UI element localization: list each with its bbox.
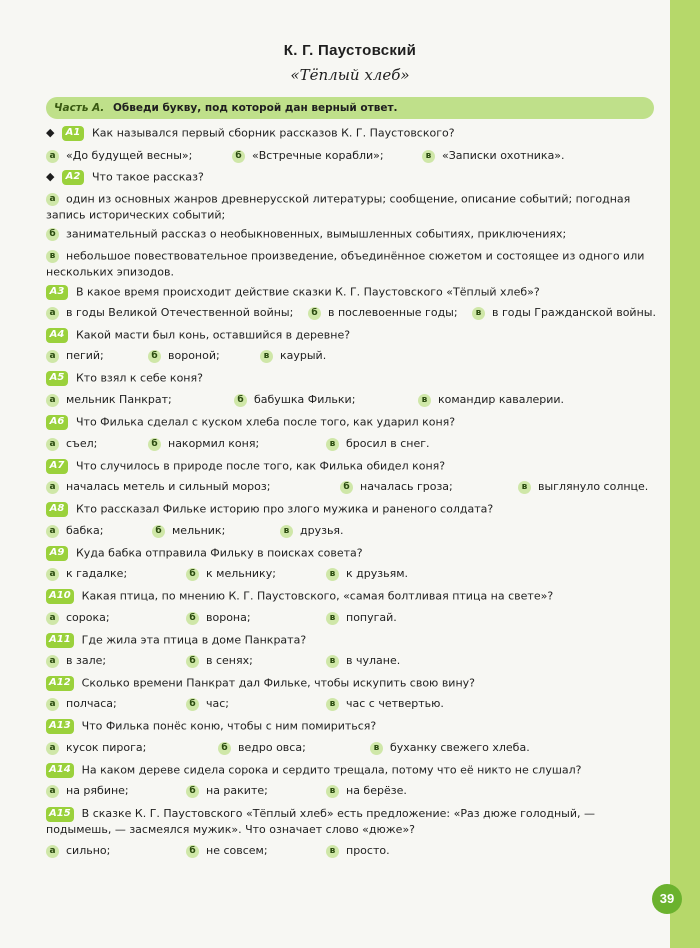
question-a3 [46, 285, 662, 300]
question-label: А8 [46, 502, 68, 517]
answer-option[interactable]: б в послевоенные годы; [308, 306, 458, 320]
answer-option[interactable]: в буханку свежего хлеба. [370, 741, 530, 755]
answer-option[interactable]: в просто. [326, 844, 390, 858]
question-a10 [46, 589, 662, 604]
answer-option[interactable]: а началась метель и сильный мороз; [46, 480, 270, 494]
answer-option[interactable]: в на берёзе. [326, 784, 407, 798]
question-text: Что случилось в природе после того, как Филька обидел коня? [76, 459, 446, 473]
question-label: А6 [46, 415, 68, 430]
answer-option[interactable]: б накормил коня; [148, 437, 259, 451]
question-label: А7 [46, 459, 68, 474]
author-title: К. Г. Паустовский [283, 42, 417, 59]
question-label: А3 [46, 285, 68, 300]
answer-option[interactable]: б «Встречные корабли»; [232, 149, 384, 163]
question-a5 [46, 371, 662, 386]
instruction-part: Часть А. [54, 102, 105, 114]
answer-option[interactable]: а полчаса; [46, 697, 117, 711]
question-a13 [46, 719, 662, 734]
answer-option[interactable]: а «До будущей весны»; [46, 149, 192, 163]
page-number: 39 [652, 884, 682, 914]
answer-option[interactable]: в в годы Гражданской войны. [472, 306, 656, 320]
answer-option[interactable]: б занимательный рассказ о необыкновенных, вымышленных событиях, приключениях; [46, 226, 658, 242]
answer-option[interactable]: б в сенях; [186, 654, 253, 668]
question-label: А9 [46, 546, 68, 561]
answer-option[interactable]: а сорока; [46, 611, 110, 625]
question-label: А2 [62, 170, 84, 185]
answer-option[interactable]: в попугай. [326, 611, 397, 625]
question-a11 [46, 633, 662, 648]
question-a4 [46, 328, 662, 343]
answer-option[interactable]: в друзья. [280, 524, 344, 538]
answer-option[interactable]: а сильно; [46, 844, 110, 858]
answer-option[interactable]: б час; [186, 697, 229, 711]
answer-option[interactable]: в небольшое повествовательное произведение, объединённое сюжетом и состоящее из одного или нескольких эпизодов. [46, 249, 645, 278]
question-label: А12 [46, 676, 74, 691]
work-title: «Тёплый хлеб» [290, 66, 410, 84]
question-text: Что такое рассказ? [92, 170, 204, 184]
question-a6 [46, 415, 662, 430]
answer-option[interactable]: б не совсем; [186, 844, 268, 858]
answer-option[interactable]: а мельник Панкрат; [46, 393, 172, 407]
question-text: Что Филька сделал с куском хлеба после того, как ударил коня? [76, 415, 456, 429]
question-text: Как назывался первый сборник рассказов К. Г. Паустовского? [92, 126, 455, 140]
question-text: На каком дереве сидела сорока и сердито трещала, потому что её никто не слушал? [81, 763, 582, 777]
question-a12 [46, 676, 662, 691]
answer-option[interactable]: в бросил в снег. [326, 437, 429, 451]
question-a1 [46, 126, 662, 141]
question-text: Кто рассказал Фильке историю про злого мужика и раненого солдата? [76, 502, 494, 516]
answer-option[interactable]: в в чулане. [326, 654, 400, 668]
answer-option[interactable]: б ведро овса; [218, 741, 306, 755]
question-text: Какой масти был конь, оставшийся в деревне? [76, 328, 351, 342]
answer-option[interactable]: а в зале; [46, 654, 106, 668]
question-text: Что Филька понёс коню, чтобы с ним помириться? [81, 719, 377, 733]
question-a9 [46, 546, 662, 561]
answer-option[interactable]: в час с четвертью. [326, 697, 444, 711]
answer-option[interactable]: б вороной; [148, 349, 220, 363]
answer-option[interactable]: а пегий; [46, 349, 104, 363]
answer-option[interactable]: в к друзьям. [326, 567, 408, 581]
question-label: А1 [62, 126, 84, 141]
question-a8 [46, 502, 662, 517]
question-label: А14 [46, 763, 74, 778]
question-a15 [46, 806, 662, 838]
answer-option[interactable]: в «Записки охотника». [422, 149, 565, 163]
question-text: Куда бабка отправила Фильку в поисках совета? [76, 546, 363, 560]
answer-option[interactable]: а кусок пирога; [46, 741, 146, 755]
question-text: В сказке К. Г. Паустовского «Тёплый хлеб» есть предложение: «Раз дюже голодный, — подымешь, — засмеялся мужик». Что означает слово «дюже»? [46, 807, 595, 836]
diamond-icon: ◆ [46, 126, 55, 139]
answer-option[interactable]: а съел; [46, 437, 97, 451]
answer-option[interactable]: а на рябине; [46, 784, 129, 798]
question-text: Сколько времени Панкрат дал Фильке, чтобы искупить свою вину? [81, 676, 475, 690]
instruction-text: Обведи букву, под которой дан верный ответ. [112, 102, 398, 114]
question-a2 [46, 170, 662, 185]
question-label: А4 [46, 328, 68, 343]
answer-option[interactable]: а один из основных жанров древнерусской литературы; сообщение, описание событий; погодная запись исторических событий; [46, 192, 631, 221]
question-label: А11 [46, 633, 74, 648]
instruction-bar [46, 97, 654, 119]
question-label: А13 [46, 719, 74, 734]
answer-option[interactable]: а в годы Великой Отечественной войны; [46, 306, 293, 320]
answer-option[interactable]: б мельник; [152, 524, 225, 538]
answer-option[interactable]: б к мельнику; [186, 567, 276, 581]
question-label: А10 [46, 589, 74, 604]
diamond-icon: ◆ [46, 170, 55, 183]
answer-option[interactable]: в командир кавалерии. [418, 393, 564, 407]
question-label: А5 [46, 371, 68, 386]
question-text: Кто взял к себе коня? [76, 371, 203, 385]
green-side-stripe [670, 0, 700, 948]
answer-option[interactable]: б на раките; [186, 784, 268, 798]
question-text: Какая птица, по мнению К. Г. Паустовского, «самая болтливая птица на свете»? [81, 589, 554, 603]
answer-option[interactable]: а к гадалке; [46, 567, 127, 581]
question-a14 [46, 763, 662, 778]
question-a7 [46, 459, 662, 474]
answer-option[interactable]: в каурый. [260, 349, 326, 363]
question-text: Где жила эта птица в доме Панкрата? [81, 633, 307, 647]
question-label: А15 [46, 807, 74, 822]
answer-option[interactable]: б ворона; [186, 611, 251, 625]
answer-option[interactable]: в выглянуло солнце. [518, 480, 648, 494]
answer-option[interactable]: а бабка; [46, 524, 103, 538]
answer-option[interactable]: б бабушка Фильки; [234, 393, 355, 407]
answer-option[interactable]: б началась гроза; [340, 480, 453, 494]
question-text: В какое время происходит действие сказки К. Г. Паустовского «Тёплый хлеб»? [76, 285, 540, 299]
